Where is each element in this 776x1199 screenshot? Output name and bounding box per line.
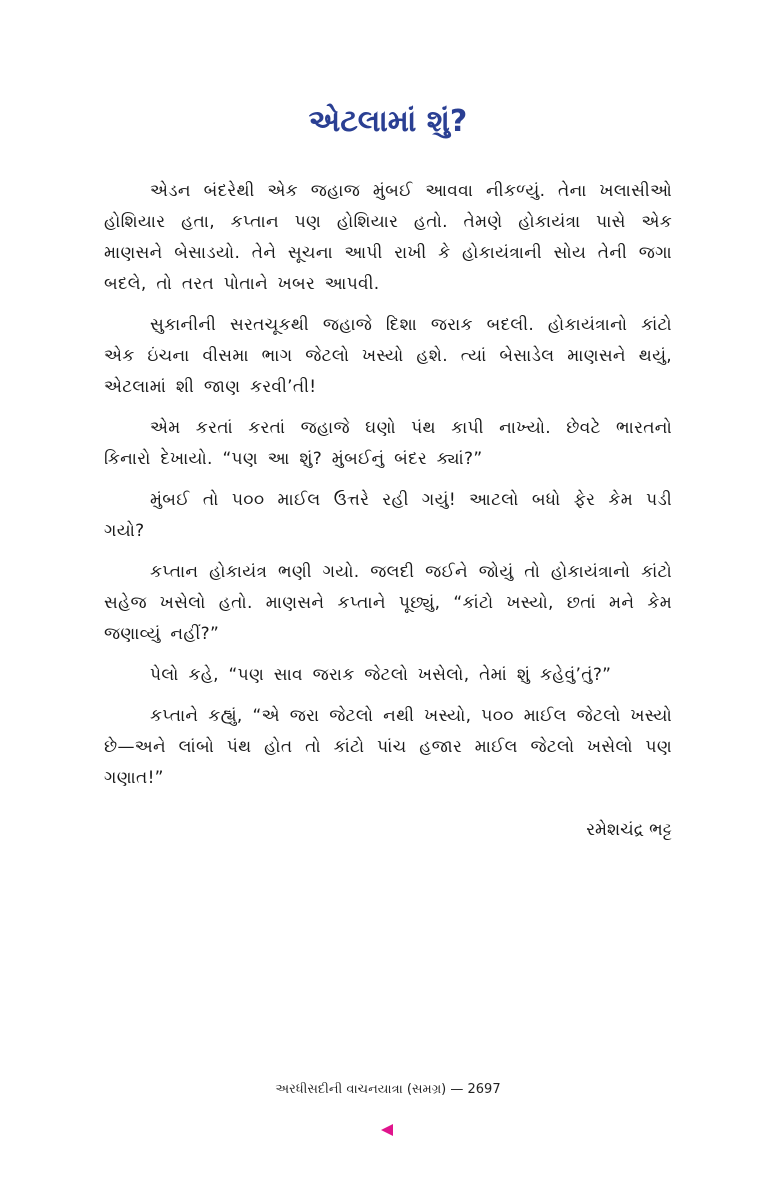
article-body [104, 176, 672, 804]
author-name: રમેશચંદ્ર ભટ્ટ [586, 820, 672, 840]
paragraph-1: એડન બંદરેથી એક જહાજ મુંબઈ આવવા નીકળ્યું. તેના ખલાસીઓ હોશિયાર હતા, કપ્તાન પણ હોશિયાર હતો. તેમણે હોકાયંત્રા પાસે એક માણસને બેસાડયો. તેને સૂચના આપી રાખી કે હોકાયંત્રાની સોય તેની જગા બદલે, તો તરત પોતાને ખબર આપવી. [104, 181, 672, 294]
paragraph-7: કપ્તાને કહ્યું, “એ જરા જેટલો નથી ખસ્યો, ૫૦૦ માઈલ જેટલો ખસ્યો છે—અને લાંબો પંથ હોત તો કાંટો પાંચ હજાર માઈલ જેટલો ખસેલો પણ ગણાત!” [104, 706, 672, 788]
page-footer: અરધીસદીની વાચનયાત્રા (સમગ્ર) — 2697 [275, 1082, 501, 1097]
paragraph-2: સુકાનીની સરતચૂકથી જહાજે દિશા જરાક બદલી. હોકાયંત્રાનો કાંટો એક ઇંચના વીસમા ભાગ જેટલો ખસ્યો હશે. ત્યાં બેસાડેલ માણસને થયું, એટલામાં શી જાણ કરવી’તી! [104, 315, 672, 397]
paragraph-3: એમ કરતાં કરતાં જહાજે ઘણો પંથ કાપી નાખ્યો. છેવટે ભારતનો કિનારો દેખાયો. “પણ આ શું? મુંબઈનું બંદર ક્યાં?” [104, 418, 672, 469]
previous-page-icon[interactable] [381, 1124, 393, 1136]
paragraph-6: પેલો કહે, “પણ સાવ જરાક જેટલો ખસેલો, તેમાં શું કહેવું’તું?” [150, 665, 612, 685]
paragraph-5: કપ્તાન હોકાયંત્ર ભણી ગયો. જલદી જઈને જોયું તો હોકાયંત્રાનો કાંટો સહેજ ખસેલો હતો. માણસને કપ્તાને પૂછ્યું, “કાંટો ખસ્યો, છતાં મને કેમ જણાવ્યું નહીં?” [104, 562, 672, 644]
page-title: એટલામાં શું? [308, 104, 468, 139]
paragraph-4: મુંબઈ તો ૫૦૦ માઈલ ઉત્તરે રહી ગયું! આટલો બધો ફેર કેમ પડી ગયો? [104, 490, 672, 541]
